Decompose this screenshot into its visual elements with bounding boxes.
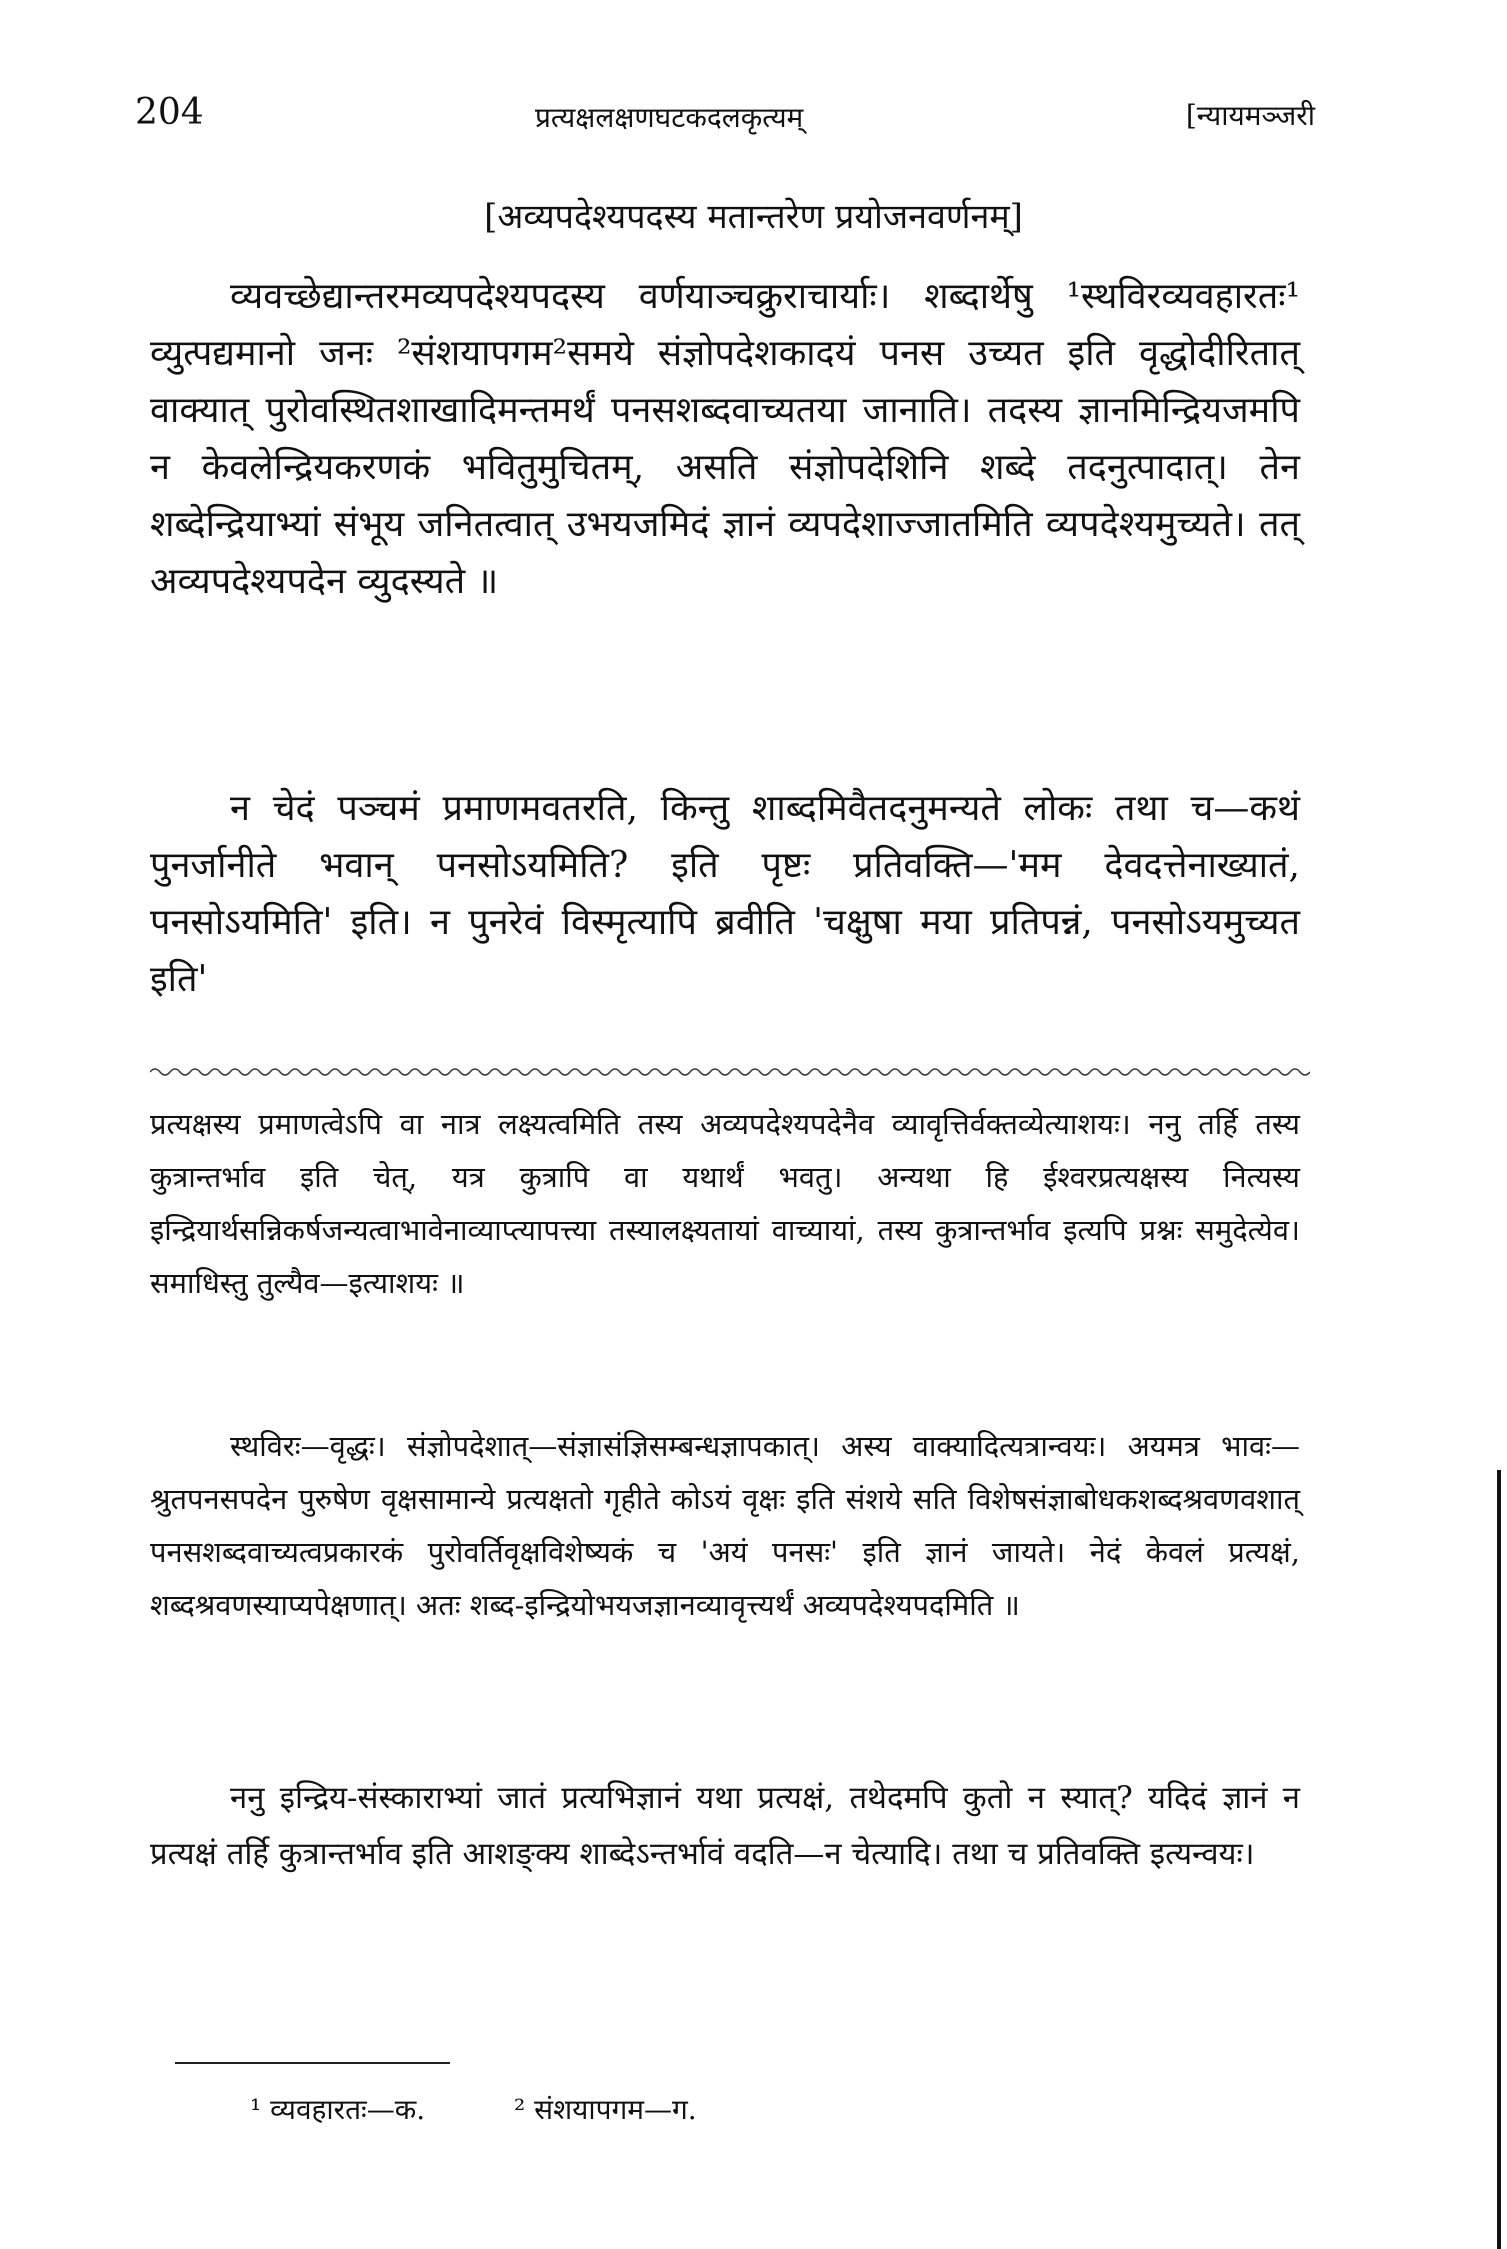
book-title: [न्यायमञ्जरी bbox=[1185, 99, 1315, 132]
main-paragraph: व्यवच्छेद्यान्तरमव्यपदेश्यपदस्य वर्णयाञ्चक्रुराचार्याः। शब्दार्थेषु ¹स्थविरव्यवहारतः¹ व्युत्पद्यमानो जनः ²संशयापगम²समये संज्ञोपदेशकादयं पनस उच्यत इति वृद्धोदीरितात् वाक्यात् पुरोवस्थितशाखादिमन्तमर्थं पनसशब्दवाच्यतया जानाति। तदस्य ज्ञानमिन्द्रियजमपि न केवलेन्द्रियकरणकं भवितुमुचितम्, असति संज्ञोपदेशिनि शब्दे तदनुत्पादात्। तेन शब्देन्द्रियाभ्यां संभूय जनितत्वात् उभयजमिदं ज्ञानं व्यपदेशाज्जातमिति व्यपदेश्यमुच्यते। तत् अव्यपदेश्यपदेन व्युदस्यते ॥ bbox=[150, 276, 1300, 602]
scan-edge-line bbox=[1497, 1470, 1501, 2249]
footnote: ¹ व्यवहारतः—क. bbox=[250, 2093, 426, 2126]
footnotes bbox=[250, 2090, 697, 2128]
page-number: 204 bbox=[135, 92, 204, 133]
commentary-paragraph: ननु इन्द्रिय-संस्काराभ्यां जातं प्रत्यभिज्ञानं यथा प्रत्यक्षं, तथेदमपि कुतो न स्यात्? यदिदं ज्ञानं न प्रत्यक्षं तर्हि कुत्रान्तर्भाव इति आशङ्क्य शाब्देऽन्तर्भावं वदति—न चेत्यादि। तथा च प्रतिवक्ति इत्यन्वयः। bbox=[150, 1780, 1300, 1872]
section-heading: [अव्यपदेश्यपदस्य मतान्तरेण प्रयोजनवर्णनम्] bbox=[484, 197, 1023, 237]
wavy-separator bbox=[150, 1066, 1310, 1078]
commentary-paragraph: स्थविरः—वृद्धः। संज्ञोपदेशात्—संज्ञासंज्ञिसम्बन्धज्ञापकात्। अस्य वाक्यादित्यत्रान्वयः। अयमत्र भावः—श्रुतपनसपदेन पुरुषेण वृक्षसामान्ये प्रत्यक्षतो गृहीते कोऽयं वृक्षः इति संशये सति विशेषसंज्ञाबोधकशब्दश्रवणवशात् पनसशब्दवाच्यत्वप्रकारकं पुरोवर्तिवृक्षविशेष्यकं च 'अयं पनसः' इति ज्ञानं जायते। नेदं केवलं प्रत्यक्षं, शब्दश्रवणस्याप्यपेक्षणात्। अतः शब्द-इन्द्रियोभयजज्ञानव्यावृत्त्यर्थं अव्यपदेश्यपदमिति ॥ bbox=[150, 1429, 1300, 1622]
main-paragraph: न चेदं पञ्चमं प्रमाणमवतरति, किन्तु शाब्दमिवैतदनुमन्यते लोकः तथा च—कथं पुनर्जानीते भवान् पनसोऽयमिति? इति पृष्टः प्रतिवक्ति—'मम देवदत्तेनाख्यातं, पनसोऽयमिति' इति। न पुनरेवं विस्मृत्यापि ब्रवीति 'चक्षुषा मया प्रतिपन्नं, पनसोऽयमुच्यत इति' bbox=[150, 788, 1300, 1000]
footnote-rule bbox=[175, 2062, 450, 2064]
running-title: प्रत्यक्षलक्षणघटकदलकृत्यम् bbox=[535, 101, 804, 134]
page-header bbox=[135, 92, 1315, 152]
footnote: ² संशयापगम—ग. bbox=[514, 2093, 697, 2126]
commentary-paragraph: प्रत्यक्षस्य प्रमाणत्वेऽपि वा नात्र लक्ष्यत्वमिति तस्य अव्यपदेश्यपदेनैव व्यावृत्तिर्वक्तव्येत्याशयः। ननु तर्हि तस्य कुत्रान्तर्भाव इति चेत्, यत्र कुत्रापि वा यथार्थं भवतु। अन्यथा हि ईश्वरप्रत्यक्षस्य नित्यस्य इन्द्रियार्थसन्निकर्षजन्यत्वाभावेनाव्याप्त्यापत्त्या तस्यालक्ष्यतायां वाच्यायां, तस्य कुत्रान्तर्भाव इत्यपि प्रश्नः समुदेत्येव। समाधिस्तु तुल्यैव—इत्याशयः ॥ bbox=[150, 1107, 1300, 1300]
